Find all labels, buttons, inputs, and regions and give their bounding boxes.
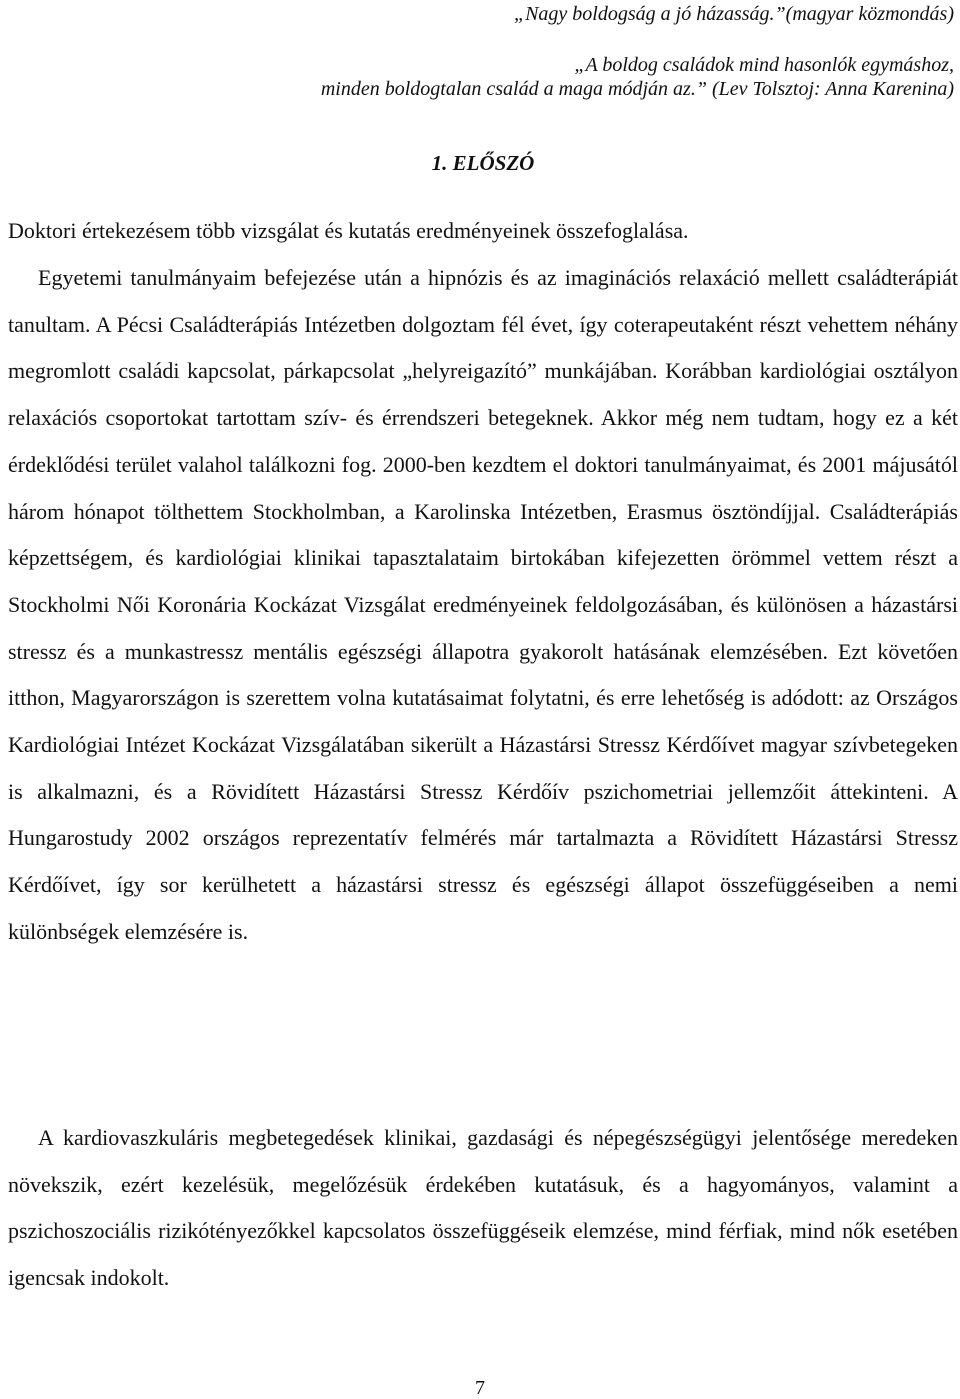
paragraph-intro: Doktori értekezésem több vizsgálat és kutatás eredményeinek összefoglalása.	[8, 218, 689, 243]
chapter-title: 1. ELŐSZÓ	[431, 151, 535, 175]
page-number: 7	[475, 1377, 485, 1399]
epigraph-tolstoy-line-1: „A boldog családok mind hasonlók egymáshoz,	[574, 54, 954, 76]
epigraph-proverb: „Nagy boldogság a jó házasság.”(magyar közmondás)	[513, 3, 954, 25]
paragraph-significance: A kardiovaszkuláris megbetegedések klinikai, gazdasági és népegészségügyi jelentősége meredeken növekszik, ezért kezelésük, megelőzésük érdekében kutatásuk, és a hagyományos, valamint a pszichoszociális rizikótényezőkkel kapcsolatos összefüggéseik elemzése, mind férfiak, mind nők esetében igencsak indokolt.	[8, 1125, 958, 1291]
epigraph-tolstoy	[321, 53, 958, 101]
paragraph-background: Egyetemi tanulmányaim befejezése után a hipnózis és az imaginációs relaxáció mellett családterápiát tanultam. A Pécsi Családterápiás Intézetben dolgoztam fél évet, így coterapeutaként részt vehettem néhány megromlott családi kapcsolat, párkapcsolat „helyreigazító” munkájában. Korábban kardiológiai osztályon relaxációs csoportokat tartottam szív- és érrendszeri betegeknek. Akkor még nem tudtam, hogy ez a két érdeklődési terület valahol találkozni fog. 2000-ben kezdtem el doktori tanulmányaimat, és 2001 májusától három hónapot tölthettem Stockholmban, a Karolinska Intézetben, Erasmus ösztöndíjjal. Családterápiás képzettségem, és kardiológiai klinikai tapasztalataim birtokában kifejezetten örömmel vettem részt a Stockholmi Női Koronária Kockázat Vizsgálat eredményeinek feldolgozásában, és különösen a házastársi stressz és a munkastressz mentális egészségi állapotra gyakorolt hatásának elemzésében. Ezt követően itthon, Magyarországon is szerettem volna kutatásaimat folytatni, és erre lehetőség is adódott: az Országos Kardiológiai Intézet Kockázat Vizsgálatában sikerült a Házastársi Stressz Kérdőívet magyar szívbetegeken is alkalmazni, és a Rövidített Házastársi Stressz Kérdőív pszichometriai jellemzőit áttekinteni. A Hungarostudy 2002 országos reprezentatív felmérés már tartalmazta a Rövidített Házastársi Stressz Kérdőívet, így sor kerülhetett a házastársi stressz és egészségi állapot összefüggéseiben a nemi különbségek elemzésére is.	[8, 265, 958, 944]
epigraph-tolstoy-line-2: minden boldogtalan család a maga módján az.” (Lev Tolsztoj: Anna Karenina)	[320, 78, 954, 100]
